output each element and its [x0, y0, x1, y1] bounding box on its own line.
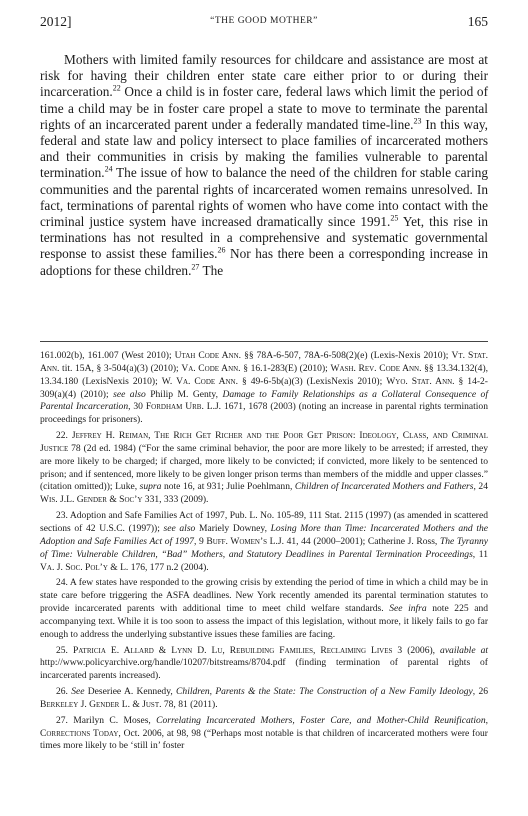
footnotes — [40, 350, 488, 756]
header-year: 2012] — [40, 14, 72, 29]
footnote-23: 23. Adoption and Safe Families Act of 1997, Pub. L. No. 105-89, 111 Stat. 2115 (1997) (as amended in scattered sections of 42 U.S.C. (1997)); see also Mariely Downey, Losing More than Time: Incarcerated Mothers and the Adoption and Safe Families Act of 1997, 9 Buff. Women’s L.J. 41, 44 (2000–2001); Catherine J. Ross, The Tyranny of Time: Vulnerable Children, “Bad” Mothers, and Statutory Deadlines in Parental Termination Proceedings, 11 Va. J. Soc. Pol’y & L. 176, 177 n.2 (2004). — [40, 510, 489, 573]
footnote-ref-22[interactable]: 22 — [112, 83, 121, 93]
body-sentence: The — [199, 262, 224, 278]
running-title: “THE GOOD MOTHER” — [210, 16, 318, 26]
page-number: 165 — [467, 14, 488, 29]
footnote-27: 27. Marilyn C. Moses, Correlating Incarcerated Mothers, Foster Care, and Mother-Child Reunification, Corrections Today, Oct. 2006, at 98, 98 (“Perhaps most notable is that children of incarcerated mothers were four times more likely to be ‘still in’ foster — [40, 714, 488, 752]
footnote-ref-24[interactable]: 24 — [104, 165, 113, 174]
body-sentence: Mothers with limited family resources for childcare and assistance are most at risk for having their children enter state care either prior to or during their incarceration. — [40, 52, 488, 100]
main-text — [40, 52, 488, 279]
running-header — [40, 14, 488, 32]
body-sentence: Yet, this rise in terminations has not resulted in a comprehensive and systematic governmental response to assist these families. — [40, 214, 488, 262]
footnote-divider — [40, 341, 488, 342]
body-sentence: Once a child is in foster care, federal laws which limit the period of time a child may be in foster care propel a state to move to terminate the parental rights of an incarcerated parent under a federally mandated time-line. — [40, 84, 488, 132]
body-paragraph — [40, 52, 488, 279]
body-sentence: In this way, federal and state law and policy intersect to place families of incarcerated mothers and their communities in crisis by making the families vulnerable to parental termination. — [40, 116, 488, 181]
footnote-ref-23[interactable]: 23 — [413, 116, 422, 126]
footnote-ref-25[interactable]: 25 — [390, 213, 399, 223]
footnote-25: 25. Patricia E. Allard & Lynn D. Lu, Rebuilding Families, Reclaiming Lives 3 (2006), available at http://www.policyarchive.org/handle/10207/bitstreams/8704.pdf (finding termination of parental rights of incarcerated parents increased). — [40, 644, 489, 682]
footnote-26: 26. See Deseriee A. Kennedy, Children, Parents & the State: The Construction of a New Family Ideology, 26 Berkeley J. Gender L. & Just. 78, 81 (2011). — [40, 686, 488, 710]
footnote-22: 22. Jeffrey H. Reiman, The Rich Get Richer and the Poor Get Prison: Ideology, Class, and Criminal Justice 78 (2d ed. 1984) (“For the same criminal behavior, the poor are more likely to be arrested; if arrested, they are more likely to be charged; if charged, more likely to be convicted; if convicted, more likely to be sentenced to prison; and if sentenced, more likely to be given longer prison terms than members of the middle and upper classes.” (citation omitted)); Luke, supra note 16, at 931; Julie Poehlmann, Children of Incarcerated Mothers and Fathers, 24 Wis. J.L. Gender & Soc’y 331, 333 (2009). — [40, 430, 488, 506]
footnote-ref-26[interactable]: 26 — [217, 246, 226, 256]
footnote-ref-27[interactable]: 27 — [191, 262, 200, 272]
footnote-continuation: 161.002(b), 161.007 (West 2010); Utah Code Ann. §§ 78A-6-507, 78A-6-508(2)(e) (Lexis-Nexis 2010); Vt. Stat. Ann. tit. 15A, § 3-504(a)(3) (2010); Va. Code Ann. § 16.1-283(E) (2010); Wash. Rev. Code Ann. §§ 13.34.132(4), 13.34.180 (LexisNexis 2010); W. Va. Code Ann. § 49-6-5b(a)(3) (LexisNexis 2010); Wyo. Stat. Ann. § 14-2-309(a)(4) (2010); see also Philip M. Genty, Damage to Family Relationships as a Collateral Consequence of Parental Incarceration, 30 Fordham Urb. L.J. 1671, 1678 (2003) (noting an increase in parental rights termination proceedings for prisoners). — [40, 350, 489, 426]
body-sentence: Nor has there been a corresponding increase in adoptions for these children. — [40, 246, 488, 278]
footnote-24: 24. A few states have responded to the growing crisis by extending the period of time in which a child may be in state care before triggering the ASFA deadlines. New York recently amended its parental termination statutes to provide incarcerated parents with additional time to meet child welfare standards. See infra note 225 and accompanying text. While it is too soon to assess the impact of this legislation, without more, it likely fails to go far enough to address the underlying substantive issues these families are facing. — [40, 577, 489, 640]
body-sentence: The issue of how to balance the need of the children for stable caring communities and the parental rights of incarcerated women remains unresolved. In fact, terminations of parental rights of women who have come into contact with the criminal justice system have increased dramatically since 1991. — [40, 165, 488, 230]
